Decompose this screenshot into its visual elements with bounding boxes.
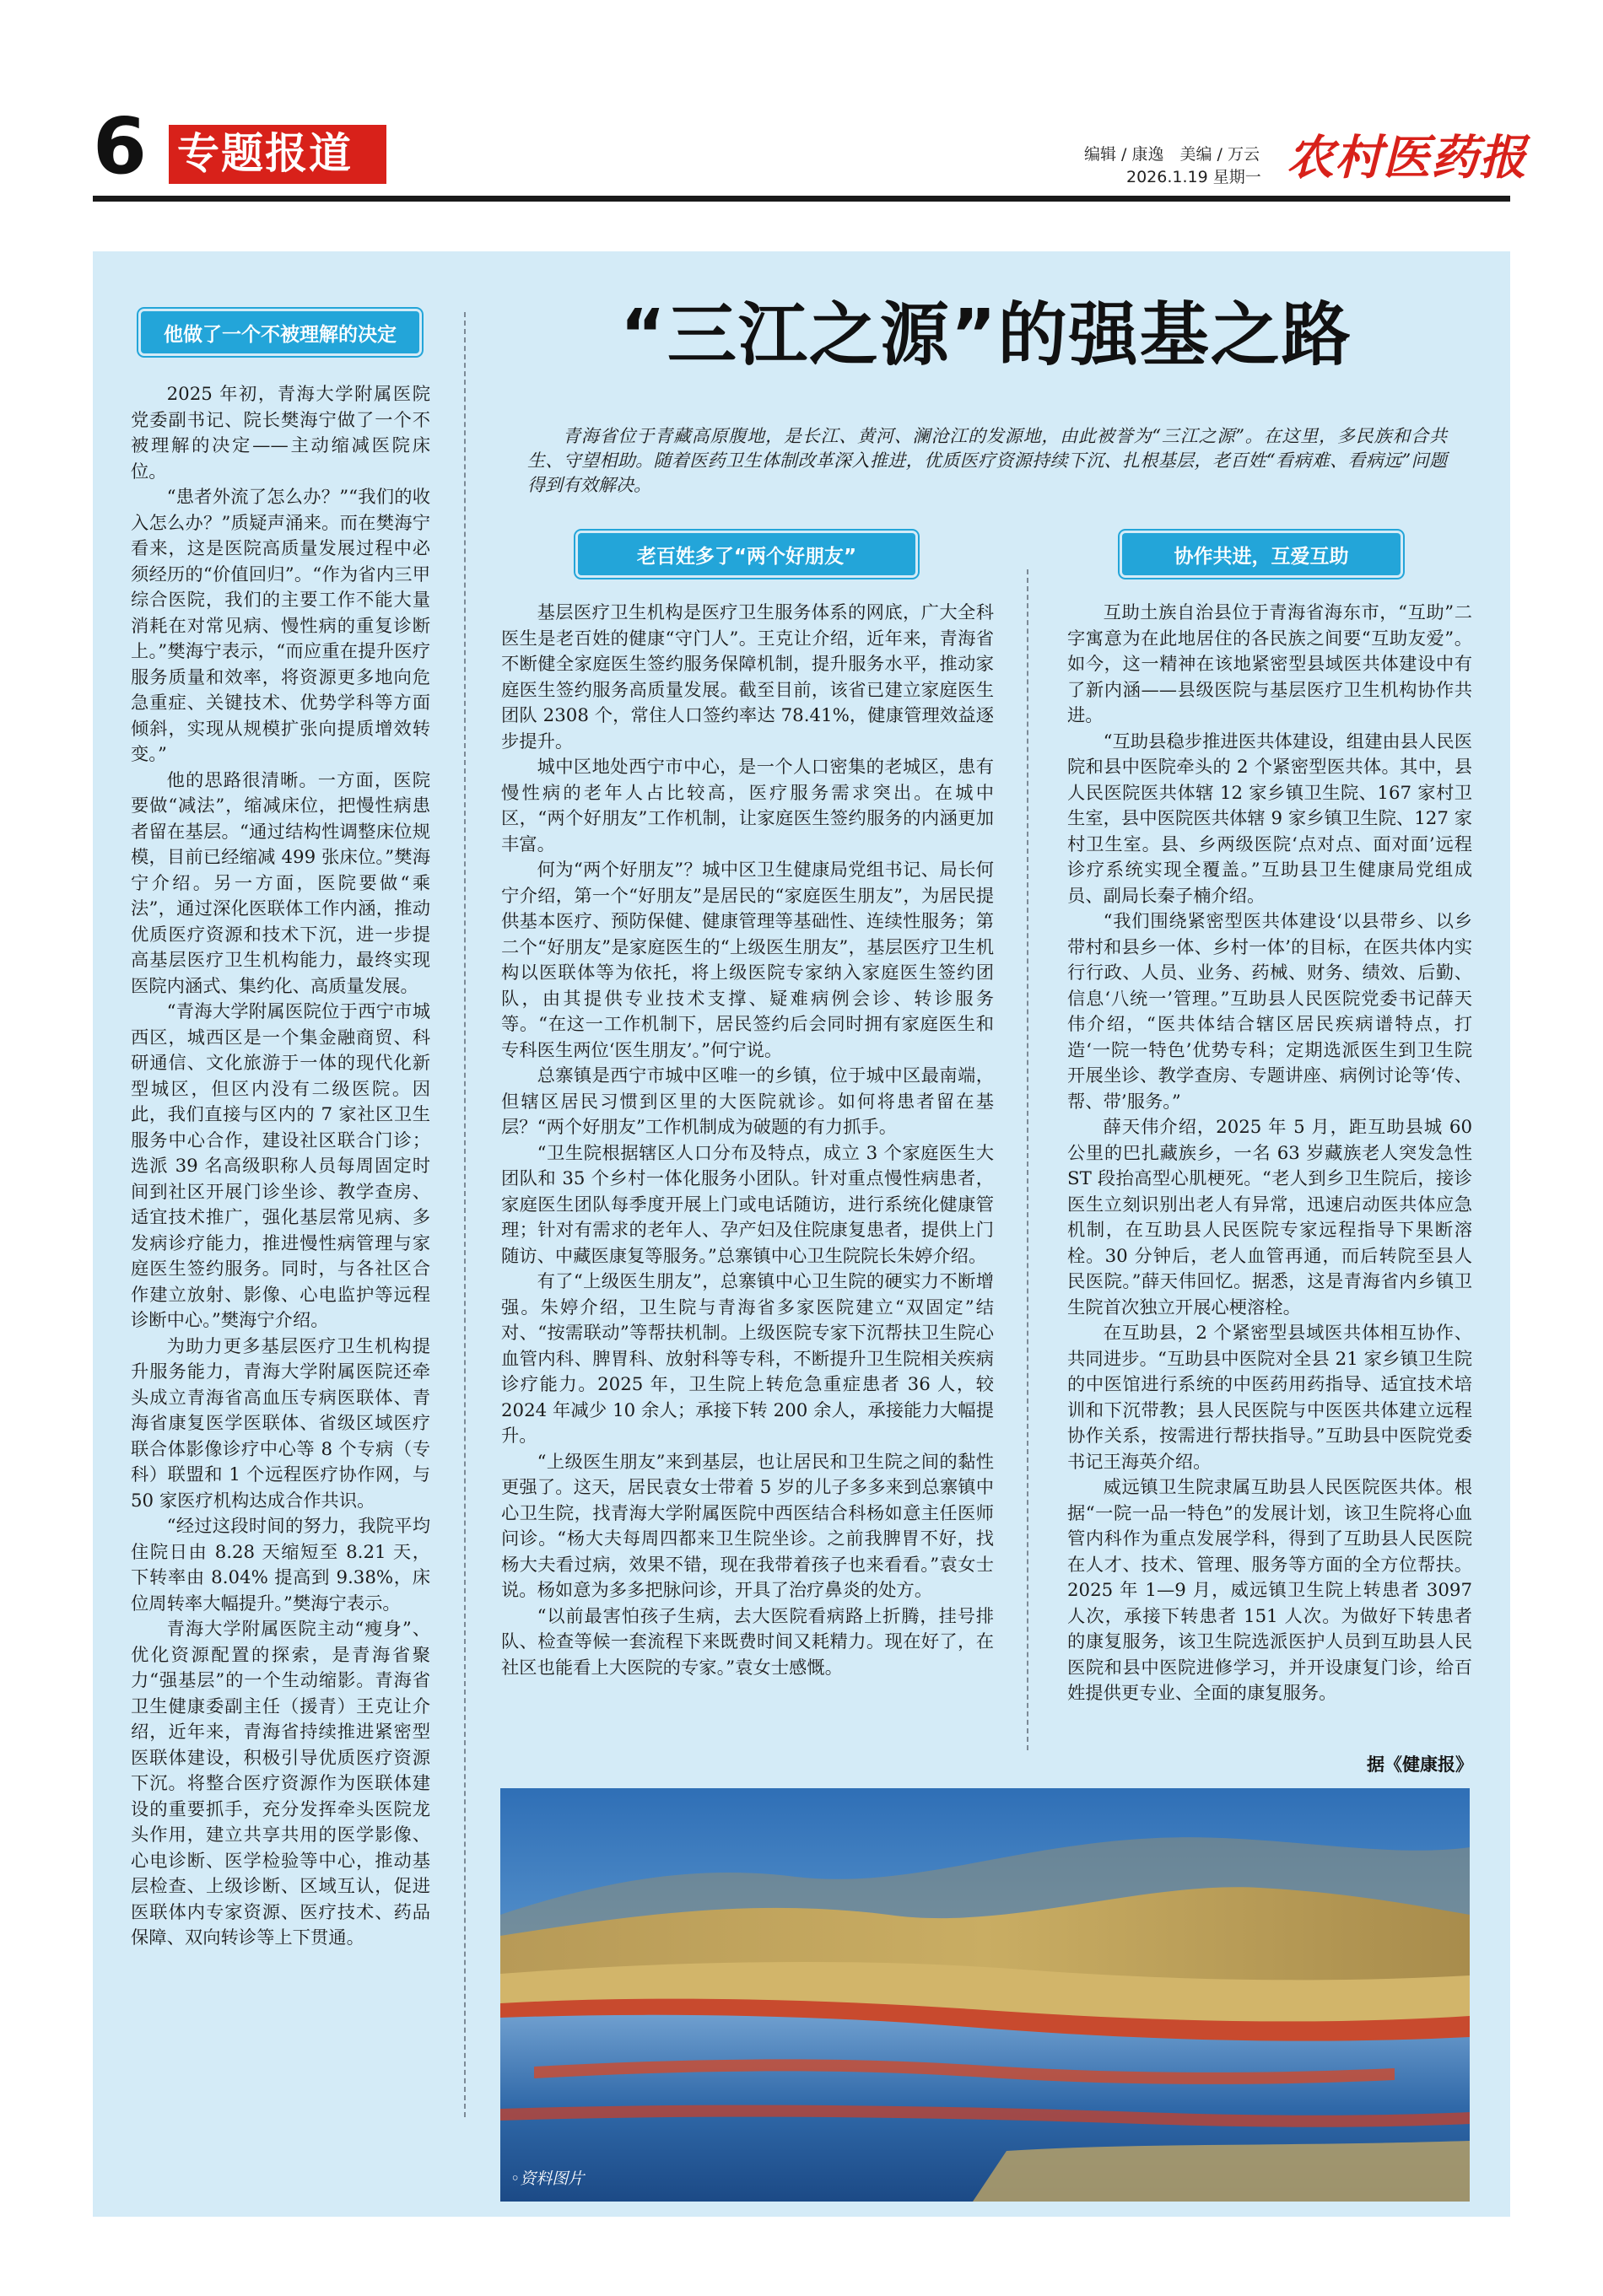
left-column-text: [131, 382, 430, 1952]
paragraph: “上级医生朋友”来到基层，也让居民和卫生院之间的黏性更强了。这天，居民袁女士带着 5 岁的儿子多多来到总寨镇中心卫生院，找青海大学附属医院中西医结合科杨如意主任医师问诊。“杨大夫每周四都来卫生院坐诊。之前我脾胃不好，找杨大夫看过病，效果不错，现在我带着孩子也来看看。”袁女士说。杨如意为多多把脉问诊，开具了治疗鼻炎的处方。: [501, 1451, 994, 1601]
subhead-left-text: 他做了一个不被理解的决定: [164, 323, 397, 346]
paragraph: 他的思路很清晰。一方面，医院要做“减法”，缩减床位，把慢性病患者留在基层。“通过结构性调整床位规模，目前已经缩减 499 张床位。”樊海宁介绍。另一方面，医院要做“乘法”，通过深化医联体工作内涵，推动优质医疗资源和技术下沉，进一步提高基层医疗卫生机构能力，最终实现医院内涵式、集约化、高质量发展。: [131, 769, 430, 997]
photo-caption: ◦资料图片: [510, 2169, 585, 2188]
header-rule: [93, 196, 1510, 202]
subhead-right-text: 协作共进，互爱互助: [1174, 545, 1349, 568]
paragraph: “我们围绕紧密型医共体建设‘以县带乡、以乡带村和县乡一体、乡村一体’的目标，在医共体内实行行政、人员、业务、药械、财务、绩效、后勤、信息‘八统一’管理。”互助县人民医院党委书记薛天伟介绍，“医共体结合辖区居民疾病谱特点，打造‘一院一特色’优势专科；定期选派医生到卫生院开展坐诊、教学查房、专题讲座、病例讨论等‘传、帮、带’服务。”: [1067, 911, 1472, 1113]
subhead-left: [141, 311, 419, 353]
right-column-text: [1067, 601, 1472, 1707]
lead-paragraph: 青海省位于青藏高原腹地，是长江、黄河、澜沧江的发源地，由此被誉为“三江之源”。在这里，多民族和合共生、守望相助。随着医药卫生体制改革深入推进，优质医疗资源持续下沉、扎根基层，老百姓“看病难、看病远”问题得到有效解决。: [527, 426, 1447, 495]
subhead-right: [1122, 533, 1401, 575]
paragraph: 青海大学附属医院主动“瘦身”、优化资源配置的探索，是青海省聚力“强基层”的一个生动缩影。青海省卫生健康委副主任（援青）王克让介绍，近年来，青海省持续推进紧密型医联体建设，积极引导优质医疗资源下沉。将整合医疗资源作为医联体建设的重要抓手，充分发挥牵头医院龙头作用，建立共享共用的医学影像、心电诊断、医学检验等中心，推动基层检查、上级诊断、区域互认，促进医联体内专家资源、医疗技术、药品保障、双向转诊等上下贯通。: [131, 1619, 430, 1948]
center-column-text: [501, 601, 994, 1681]
paragraph: “青海大学附属医院位于西宁市城西区，城西区是一个集金融商贸、科研通信、文化旅游于一体的现代化新型城区，但区内没有二级医院。因此，我们直接与区内的 7 家社区卫生服务中心合作，建设社区联合门诊；选派 39 名高级职称人员每周固定时间到社区开展门诊坐诊、教学查房、适宜技术推广，强化基层常见病、多发病诊疗能力，推进慢性病管理与家庭医生签约服务。同时，与各社区合作建立放射、影像、心电监护等远程诊断中心。”樊海宁介绍。: [131, 1001, 430, 1331]
paragraph: 为助力更多基层医疗卫生机构提升服务能力，青海大学附属医院还牵头成立青海省高血压专病医联体、青海省康复医学医联体、省级区域医疗联合体影像诊疗中心等 8 个专病（专科）联盟和 1 个远程医疗协作网，与 50 家医疗机构达成合作共识。: [131, 1335, 430, 1512]
paragraph: 总寨镇是西宁市城中区唯一的乡镇，位于城中区最南端，但辖区居民习惯到区里的大医院就诊。如何将患者留在基层？“两个好朋友”工作机制成为破题的有力抓手。: [501, 1065, 994, 1138]
source-credit: 据《健康报》: [1367, 1754, 1473, 1775]
column-divider-center: [1027, 569, 1028, 1750]
column-divider-left: [464, 312, 466, 2117]
paragraph: 有了“上级医生朋友”，总寨镇中心卫生院的硬实力不断增强。朱婷介绍，卫生院与青海省多家医院建立“双固定”结对、“按需联动”等帮扶机制。上级医院专家下沉帮扶卫生院心血管内科、脾胃科、放射科等专科，不断提升卫生院相关疾病诊疗能力。2025 年，卫生院上转危急重症患者 36 人，较 2024 年减少 10 余人；承接下转 200 余人，承接能力大幅提升。: [501, 1271, 994, 1447]
section-title: 专题报道: [177, 129, 353, 178]
subhead-center: [578, 533, 915, 575]
paragraph: 2025 年初，青海大学附属医院党委副书记、院长樊海宁做了一个不被理解的决定——主动缩减医院床位。: [131, 384, 430, 482]
paragraph: 薛天伟介绍，2025 年 5 月，距互助县城 60 公里的巴扎藏族乡，一名 63 岁藏族老人突发急性 ST 段抬高型心肌梗死。“老人到乡卫生院后，接诊医生立刻识别出老人有异常，迅速启动医共体应急机制，在互助县人民医院专家远程指导下果断溶栓。30 分钟后，老人血管再通，而后转院至县人民医院。”薛天伟回忆。据悉，这是青海省内乡镇卫生院首次独立开展心梗溶栓。: [1067, 1117, 1472, 1318]
photo-illustration: [500, 1788, 1470, 2202]
paragraph: 基层医疗卫生机构是医疗卫生服务体系的网底，广大全科医生是老百姓的健康“守门人”。王克让介绍，近年来，青海省不断健全家庭医生签约服务保障机制，提升服务水平，推动家庭医生签约服务高质量发展。截至目前，该省已建立家庭医生团队 2308 个，常住人口签约率达 78.41%，健康管理效益逐步提升。: [501, 602, 994, 752]
newspaper-logo: 农村医药报: [1287, 130, 1527, 186]
lake-landscape-photo: [500, 1788, 1470, 2202]
paragraph: “卫生院根据辖区人口分布及特点，成立 3 个家庭医生大团队和 35 个乡村一体化服务小团队。针对重点慢性病患者，家庭医生团队每季度开展上门或电话随访，进行系统化健康管理；针对有需求的老年人、孕产妇及住院康复患者，提供上门随访、中藏医康复等服务。”总寨镇中心卫生院院长朱婷介绍。: [501, 1142, 994, 1267]
paragraph: 城中区地处西宁市中心，是一个人口密集的老城区，患有慢性病的老年人占比较高，医疗服务需求突出。在城中区，“两个好朋友”工作机制，让家庭医生签约服务的内涵更加丰富。: [501, 757, 994, 855]
headline: “三江之源”的强基之路: [620, 295, 1352, 375]
editor-credits: 编辑 / 康逸 美编 / 万云: [1084, 145, 1260, 164]
issue-date: 2026.1.19 星期一: [1126, 168, 1261, 186]
paragraph: 威远镇卫生院隶属互助县人民医院医共体。根据“一院一品一特色”的发展计划，该卫生院将心血管内科作为重点发展学科，得到了互助县人民医院在人才、技术、管理、服务等方面的全方位帮扶。2025 年 1—9 月，威远镇卫生院上转患者 3097 人次，承接下转患者 151 人次。为做好下转患者的康复服务，该卫生院选派医护人员到互助县人民医院和县中医院进修学习，并开设康复门诊，给百姓提供更专业、全面的康复服务。: [1067, 1477, 1472, 1704]
subhead-center-text: 老百姓多了“两个好朋友”: [636, 545, 857, 568]
paragraph: “以前最害怕孩子生病，去大医院看病路上折腾，挂号排队、检查等候一套流程下来既费时间又耗精力。现在好了，在社区也能看上大医院的专家。”袁女士感慨。: [501, 1605, 994, 1679]
paragraph: 何为“两个好朋友”？城中区卫生健康局党组书记、局长何宁介绍，第一个“好朋友”是居民的“家庭医生朋友”，为居民提供基本医疗、预防保健、健康管理等基础性、连续性服务；第二个“好朋友”是家庭医生的“上级医生朋友”，基层医疗卫生机构以医联体等为依托，将上级医院专家纳入家庭医生签约团队，由其提供专业技术支撑、疑难病例会诊、转诊服务等。“在这一工作机制下，居民签约后会同时拥有家庭医生和专科医生两位‘医生朋友’。”何宁说。: [501, 860, 994, 1061]
paragraph: 在互助县，2 个紧密型县域医共体相互协作、共同进步。“互助县中医院对全县 21 家乡镇卫生院的中医馆进行系统的中医药用药指导、适宜技术培训和下沉带教；县人民医院与中医医共体建立远程协作关系，按需进行帮扶指导。”互助县中医院党委书记王海英介绍。: [1067, 1323, 1472, 1473]
paragraph: “患者外流了怎么办？”“我们的收入怎么办？”质疑声涌来。而在樊海宁看来，这是医院高质量发展过程中必须经历的“价值回归”。“作为省内三甲综合医院，我们的主要工作不能大量消耗在对常见病、慢性病的重复诊断上。”樊海宁表示，“而应重在提升医疗服务质量和效率，将资源更多地向危急重症、关键技术、优势学科等方面倾斜，实现从规模扩张向提质增效转变。”: [131, 487, 430, 765]
page-number: 6: [93, 101, 148, 191]
paragraph: 互助土族自治县位于青海省海东市，“互助”二字寓意为在此地居住的各民族之间要“互助友爱”。如今，这一精神在该地紧密型县域医共体建设中有了新内涵——县级医院与基层医疗卫生机构协作共进。: [1067, 602, 1472, 726]
paragraph: “互助县稳步推进医共体建设，组建由县人民医院和县中医院牵头的 2 个紧密型医共体。其中，县人民医院医共体辖 12 家乡镇卫生院、167 家村卫生室，县中医院医共体辖 9 家乡镇卫生院、127 家村卫生室。县、乡两级医院‘点对点、面对面’远程诊疗系统实现全覆盖。”互助县卫生健康局党组成员、副局长秦子楠介绍。: [1067, 730, 1472, 907]
paragraph: “经过这段时间的努力，我院平均住院日由 8.28 天缩短至 8.21 天，下转率由 8.04% 提高到 9.38%，床位周转率大幅提升。”樊海宁表示。: [131, 1516, 430, 1614]
